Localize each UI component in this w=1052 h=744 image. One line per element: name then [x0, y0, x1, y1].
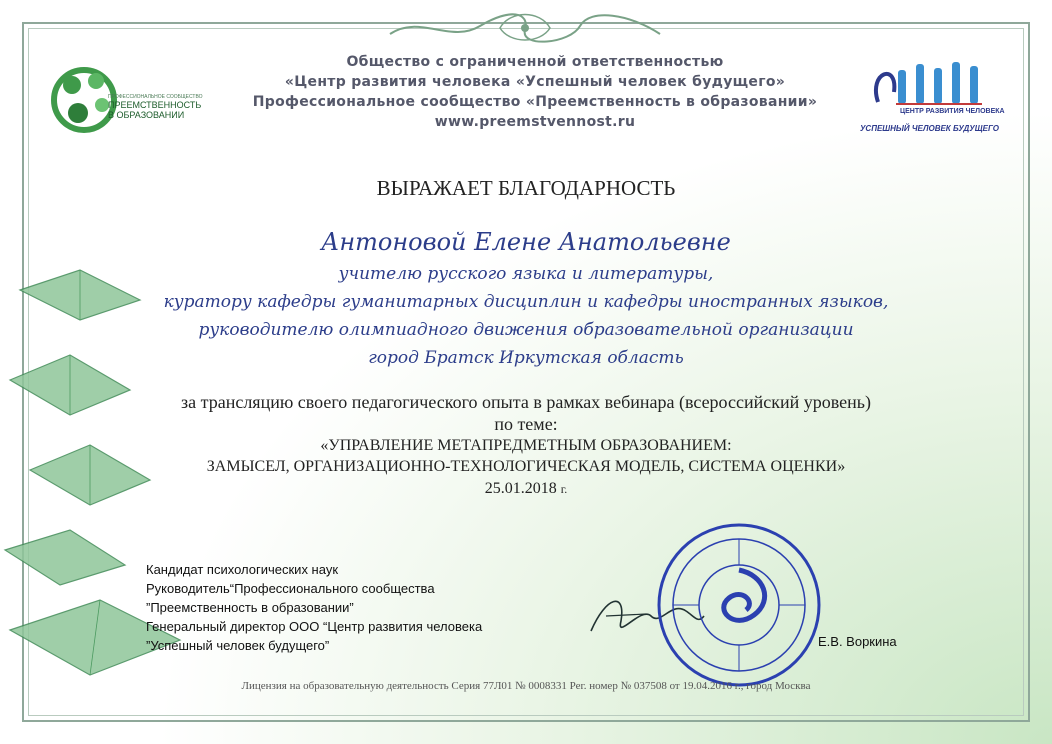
body-topic-line2: ЗАМЫСЕЛ, ОРГАНИЗАЦИОННО-ТЕХНОЛОГИЧЕСКАЯ МОДЕЛЬ, СИСТЕМА ОЦЕНКИ»: [206, 458, 846, 475]
recipient-role-1: учителю русского языка и литературы,: [338, 264, 714, 284]
body-topic-label: по теме:: [494, 414, 558, 434]
logo-left-text: [108, 94, 218, 120]
signatory-role-2: ”Преемственность в образовании”: [146, 600, 354, 615]
header-website: www.preemstvennost.ru: [434, 114, 636, 130]
logo-right-line1: ЦЕНТР РАЗВИТИЯ ЧЕЛОВЕКА: [900, 108, 1005, 115]
body-date: [0, 480, 1052, 498]
license-footer: Лицензия на образовательную деятельность Серия 77Л01 № 0008331 Рег. номер № 037508 от 19.04.2016 г., город Москва: [241, 680, 811, 692]
signatory-role-1: Руководитель“Профессионального сообщества: [146, 581, 435, 596]
recipient-role-2: куратору кафедры гуманитарных дисциплин и кафедры иностранных языков,: [163, 292, 889, 312]
header-line-3: Профессиональное сообщество «Преемственность в образовании»: [252, 94, 818, 110]
signatory-name: Е.В. Воркина: [818, 634, 897, 649]
logo-left-line1: ПРЕЕМСТВЕННОСТЬ: [108, 100, 202, 110]
recipient-city: город Братск Иркутская область: [368, 348, 684, 368]
date-suffix: г.: [560, 482, 568, 496]
body-reason: за трансляцию своего педагогического опыта в рамках вебинара (всероссийский уровень): [181, 392, 871, 412]
recipient-role-3: руководителю олимпиадного движения образовательной организации: [198, 320, 854, 340]
recipient-name: Антоновой Елене Анатольевне: [321, 228, 731, 256]
signatory-role-4: ”Успешный человек будущего”: [146, 638, 330, 653]
date-value: 25.01.2018: [484, 480, 557, 497]
signatory-role-3: Генеральный директор ООО “Центр развития человека: [146, 619, 483, 634]
certificate-title: ВЫРАЖАЕТ БЛАГОДАРНОСТЬ: [376, 176, 676, 200]
signatory-degree: Кандидат психологических наук: [146, 562, 339, 577]
logo-left-small: ПРОФЕССИОНАЛЬНОЕ СООБЩЕСТВО: [108, 94, 203, 100]
body-topic-line1: «УПРАВЛЕНИЕ МЕТАПРЕДМЕТНЫМ ОБРАЗОВАНИЕМ:: [320, 437, 732, 454]
round-seal-icon: [654, 520, 824, 690]
header-line-1: Общество с ограниченной ответственностью: [346, 54, 724, 70]
ornament-swirl-icon: [380, 4, 670, 50]
header-line-2: «Центр развития человека «Успешный человек будущего»: [284, 74, 786, 90]
logo-left-line2: В ОБРАЗОВАНИИ: [108, 110, 185, 120]
logo-right-line2: УСПЕШНЫЙ ЧЕЛОВЕК БУДУЩЕГО: [860, 124, 999, 133]
